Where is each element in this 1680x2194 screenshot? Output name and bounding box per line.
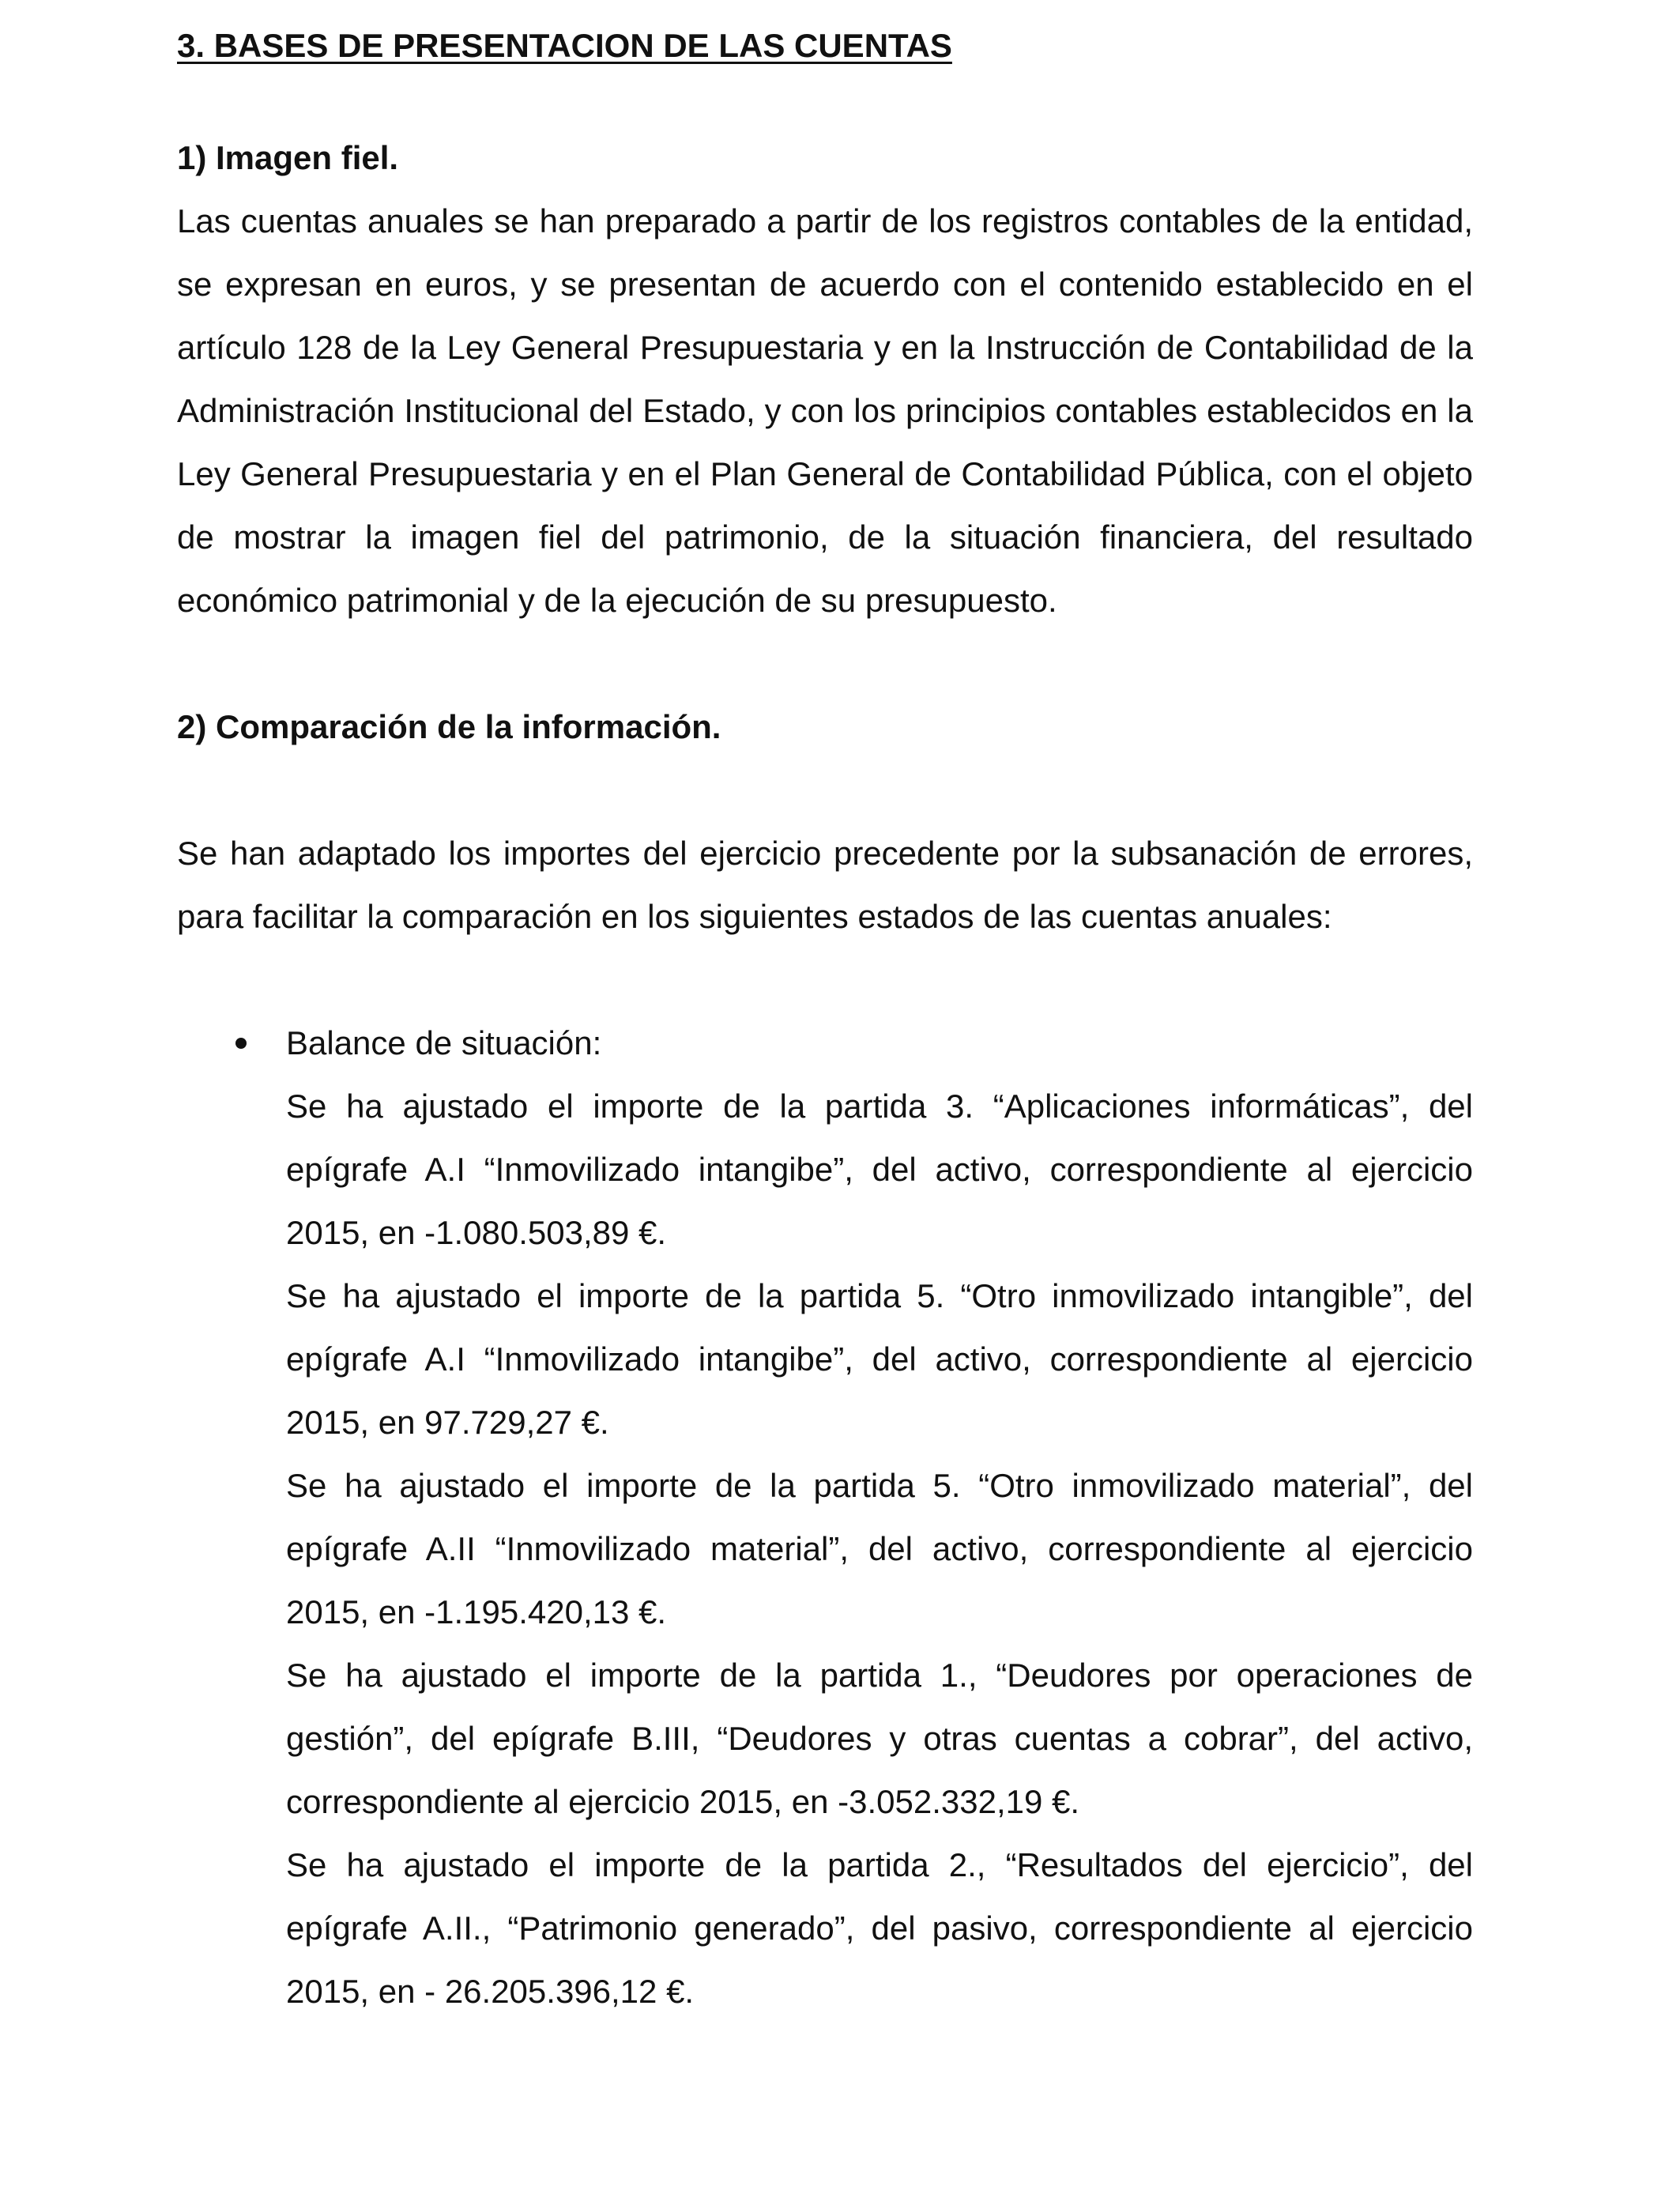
balance-adjustment: Se ha ajustado el importe de la partida 1., “Deudores por operaciones de gestión”, del epígrafe B.III, “Deudores y otras cuentas a cobrar”, del activo, correspondiente al ejercicio 2015, en -3.052.332,19 €. [286,1657,1473,1820]
document-page [177,22,1473,2023]
spacer [177,70,1473,126]
balance-adjustment: Se ha ajustado el importe de la partida 3. “Aplicaciones informáticas”, del epígrafe A.I “Inmovilizado intangibe”, del activo, correspondiente al ejercicio 2015, en -1.080.503,89 €. [286,1088,1473,1251]
balance-adjustment: Se ha ajustado el importe de la partida 5. “Otro inmovilizado material”, del epígrafe A.II “Inmovilizado material”, del activo, correspondiente al ejercicio 2015, en -1.195.420,13 €. [286,1467,1473,1630]
spacer [177,948,1473,1012]
section-title: 3. BASES DE PRESENTACION DE LAS CUENTAS [177,27,952,64]
comparacion-heading: 2) Comparación de la información. [177,708,721,745]
balance-adjustment: Se ha ajustado el importe de la partida 5. “Otro inmovilizado intangible”, del epígrafe A.I “Inmovilizado intangibe”, del activo, correspondiente al ejercicio 2015, en 97.729,27 €. [286,1277,1473,1441]
balance-bullet-item [177,1012,1473,2023]
comparacion-intro-paragraph: Se han adaptado los importes del ejercicio precedente por la subsanación de errores, para facilitar la comparación en los siguientes estados de las cuentas anuales: [177,835,1473,935]
balance-adjustment: Se ha ajustado el importe de la partida 2., “Resultados del ejercicio”, del epígrafe A.II., “Patrimonio generado”, del pasivo, correspondiente al ejercicio 2015, en - 26.205.396,12 €. [286,1846,1473,2010]
spacer [177,759,1473,822]
imagen-fiel-heading: 1) Imagen fiel. [177,139,399,176]
imagen-fiel-paragraph: Las cuentas anuales se han preparado a partir de los registros contables de la entidad, se expresan en euros, y se presentan de acuerdo con el contenido establecido en el artículo 128 de la Ley General Presupuestaria y en la Instrucción de Contabilidad de la Administración Institucional del Estado, y con los principios contables establecidos en la Ley General Presupuestaria y en el Plan General de Contabilidad Pública, con el objeto de mostrar la imagen fiel del patrimonio, de la situación financiera, del resultado económico patrimonial y de la ejecución de su presupuesto. [177,202,1473,619]
spacer [177,632,1473,696]
balance-title: Balance de situación: [286,1024,602,1061]
bullet-dot-icon [235,1038,247,1049]
